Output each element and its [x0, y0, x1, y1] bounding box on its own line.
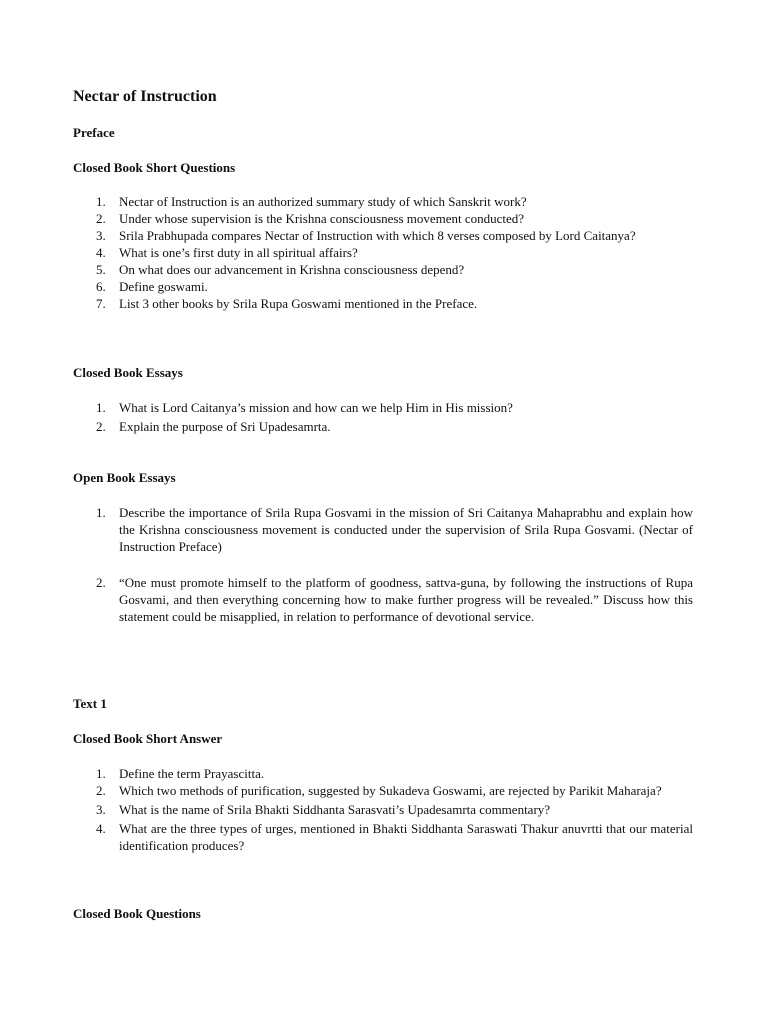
list-item	[73, 399, 693, 416]
list-text: Which two methods of purification, suggested by Sukadeva Goswami, are rejected by Parikit Maharaja?	[119, 783, 662, 798]
list-number: 2.	[96, 419, 106, 434]
closed-essays-list	[73, 399, 693, 435]
list-number: 3.	[96, 228, 106, 243]
list-item	[73, 244, 693, 261]
closed-essays-heading-block	[73, 364, 693, 381]
list-text: What is the name of Srila Bhakti Siddhanta Sarasvati’s Upadesamrta commentary?	[119, 802, 551, 817]
list-item	[73, 295, 693, 312]
list-text: Srila Prabhupada compares Nectar of Instruction with which 8 verses composed by Lord Caitanya?	[119, 228, 636, 243]
list-number: 4.	[96, 821, 106, 836]
short-answer-heading: Closed Book Short Answer	[73, 731, 223, 746]
document-title: Nectar of Instruction	[73, 88, 217, 105]
closed-essays-heading: Closed Book Essays	[73, 365, 183, 380]
list-number: 1.	[96, 194, 106, 209]
list-text: Define the term Prayascitta.	[119, 766, 265, 781]
open-essays-heading: Open Book Essays	[73, 470, 176, 485]
list-text: “One must promote himself to the platform of goodness, sattva-guna, by following the instructions of Rupa Gosvami, and then everything concerning how to make further progress will be revealed.” Discuss how this statement could be misapplied, in relation to performance of devotional service.	[119, 575, 693, 624]
preface-heading: Preface	[73, 125, 115, 140]
short-questions-list-block	[73, 193, 693, 312]
list-number: 2.	[96, 211, 106, 226]
list-number: 1.	[96, 400, 106, 415]
list-item	[73, 820, 693, 854]
closed-questions-heading-block	[73, 905, 693, 922]
list-text: List 3 other books by Srila Rupa Goswami mentioned in the Preface.	[119, 296, 478, 311]
list-number: 5.	[96, 262, 106, 277]
list-item	[73, 210, 693, 227]
list-item	[73, 782, 693, 799]
short-answer-heading-block	[73, 730, 693, 747]
list-number: 1.	[96, 505, 106, 520]
short-questions-heading: Closed Book Short Questions	[73, 160, 236, 175]
list-item	[73, 504, 693, 555]
open-essays-heading-block	[73, 469, 693, 486]
list-text: Explain the purpose of Sri Upadesamrta.	[119, 419, 331, 434]
closed-essays-list-block	[73, 399, 693, 435]
list-item	[73, 765, 693, 782]
text1-heading-block	[73, 695, 693, 712]
list-number: 2.	[96, 783, 106, 798]
list-number: 7.	[96, 296, 106, 311]
short-answer-list	[73, 765, 693, 854]
short-questions-list	[73, 193, 693, 312]
list-text: What is one’s first duty in all spiritual affairs?	[119, 245, 358, 260]
list-text: What is Lord Caitanya’s mission and how can we help Him in His mission?	[119, 400, 513, 415]
list-text: What are the three types of urges, mentioned in Bhakti Siddhanta Saraswati Thakur anuvrtti that our material identification produces?	[119, 821, 693, 853]
list-text: Nectar of Instruction is an authorized summary study of which Sanskrit work?	[119, 194, 527, 209]
list-item	[73, 227, 693, 244]
title-block	[73, 87, 693, 107]
list-item	[73, 193, 693, 210]
list-text: On what does our advancement in Krishna consciousness depend?	[119, 262, 465, 277]
list-item	[73, 418, 693, 435]
open-essays-item2-block	[73, 574, 693, 625]
open-essays-list-continued	[73, 574, 693, 625]
short-answer-list-block	[73, 765, 693, 854]
list-number: 6.	[96, 279, 106, 294]
list-item	[73, 574, 693, 625]
list-number: 1.	[96, 766, 106, 781]
closed-questions-heading: Closed Book Questions	[73, 906, 201, 921]
open-essays-item1-block	[73, 504, 693, 555]
open-essays-list	[73, 504, 693, 555]
text1-heading: Text 1	[73, 696, 107, 711]
list-item	[73, 278, 693, 295]
list-item	[73, 801, 693, 818]
list-text: Describe the importance of Srila Rupa Gosvami in the mission of Sri Caitanya Mahaprabhu and explain how the Krishna consciousness movement is conducted under the supervision of Srila Rupa Gosvami. (Nectar of Instruction Preface)	[119, 505, 693, 554]
list-number: 3.	[96, 802, 106, 817]
list-item	[73, 261, 693, 278]
list-text: Under whose supervision is the Krishna consciousness movement conducted?	[119, 211, 525, 226]
list-number: 4.	[96, 245, 106, 260]
list-text: Define goswami.	[119, 279, 208, 294]
short-questions-heading-block	[73, 159, 693, 176]
preface-heading-block	[73, 124, 693, 141]
list-number: 2.	[96, 575, 106, 590]
